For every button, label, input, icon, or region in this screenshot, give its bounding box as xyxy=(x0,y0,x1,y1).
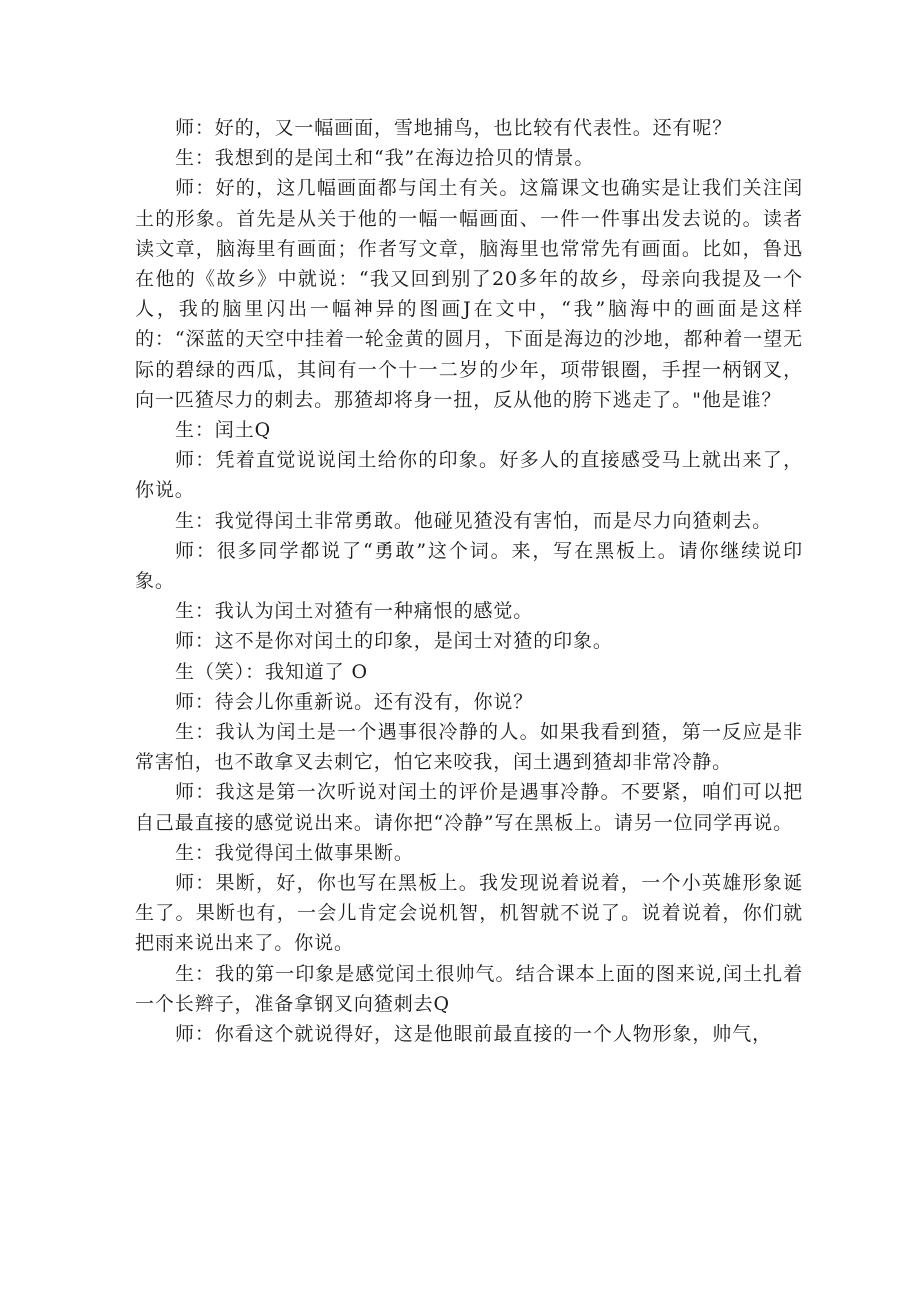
paragraph: 师：你看这个就说得好，这是他眼前最直接的一个人物形象，帅气， xyxy=(175,1023,773,1046)
paragraph: 师：待会儿你重新说。还有没有，你说？ xyxy=(175,690,534,713)
paragraph: 生：闰土Q xyxy=(175,419,272,442)
paragraph: 生：我认为闰土对猹有一种痛恨的感觉。 xyxy=(175,600,534,623)
paragraph: 师：好的，这几幅画面都与闰土有关。这篇课文也确实是让我们关注闰土的形象。首先是从关于他的一幅一幅画面、一件一件事出发去说的。读者读文章，脑海里有画面；作者写文章，脑海里也常常先有画面。比如，鲁迅在他的《故乡》中就说：“我又回到别了20多年的故乡，母亲向我提及一个人，我的脑里闪出一幅神异的图画J在文中，“我”脑海中的画面是这样的：“深蓝的天空中挂着一轮金黄的圆月，下面是海边的沙地，都种着一望无际的碧绿的西瓜，其间有一个十一二岁的少年，项带银圈，手捏一柄钢叉，向一匹猹尽力的刺去。那猹却将身一扭，反从他的胯下逃走了。"他是谁？ xyxy=(135,177,803,411)
paragraph: 生：我的第一印象是感觉闰土很帅气。结合课本上面的图来说,闰土扎着一个长辫子，准备拿钢叉向猹刺去Q xyxy=(135,962,803,1015)
paragraph: 师：这不是你对闰土的印象，是闰士对猹的印象。 xyxy=(175,630,613,653)
paragraph: 生：我认为闰土是一个遇事很冷静的人。如果我看到猹，第一反应是非常害怕，也不敢拿叉去刺它，怕它来咬我，闰土遇到猹却非常冷静。 xyxy=(135,721,803,774)
paragraph: 师：好的，又一幅画面，雪地捕鸟，也比较有代表性。还有呢？ xyxy=(175,117,733,139)
paragraph: 师：凭着直觉说说闰土给你的印象。好多人的直接感受马上就出来了，你说。 xyxy=(135,449,803,502)
paragraph: 生（笑）：我知道了 O xyxy=(175,660,369,683)
paragraph: 师：我这是第一次听说对闰土的评价是遇事冷静。不要紧，咱们可以把自己最直接的感觉说出来。请你把“冷静”写在黑板上。请另一位同学再说。 xyxy=(135,781,803,834)
paragraph: 生：我想到的是闰土和“我”在海边拾贝的情景。 xyxy=(175,147,595,170)
paragraph: 生：我觉得闰土非常勇敢。他碰见猹没有害怕，而是尽力向猹刺去。 xyxy=(175,509,773,532)
paragraph: 生：我觉得闰土做事果断。 xyxy=(175,841,414,864)
lesson-transcript xyxy=(135,113,803,1049)
paragraph: 师：很多同学都说了“勇敢”这个词。来，写在黑板上。请你继续说印象。 xyxy=(135,539,803,593)
paragraph: 师：果断，好，你也写在黑板上。我发现说着说着，一个小英雄形象诞生了。果断也有，一会儿肯定会说机智，机智就不说了。说着说着，你们就把雨来说出来了。你说。 xyxy=(135,872,803,955)
